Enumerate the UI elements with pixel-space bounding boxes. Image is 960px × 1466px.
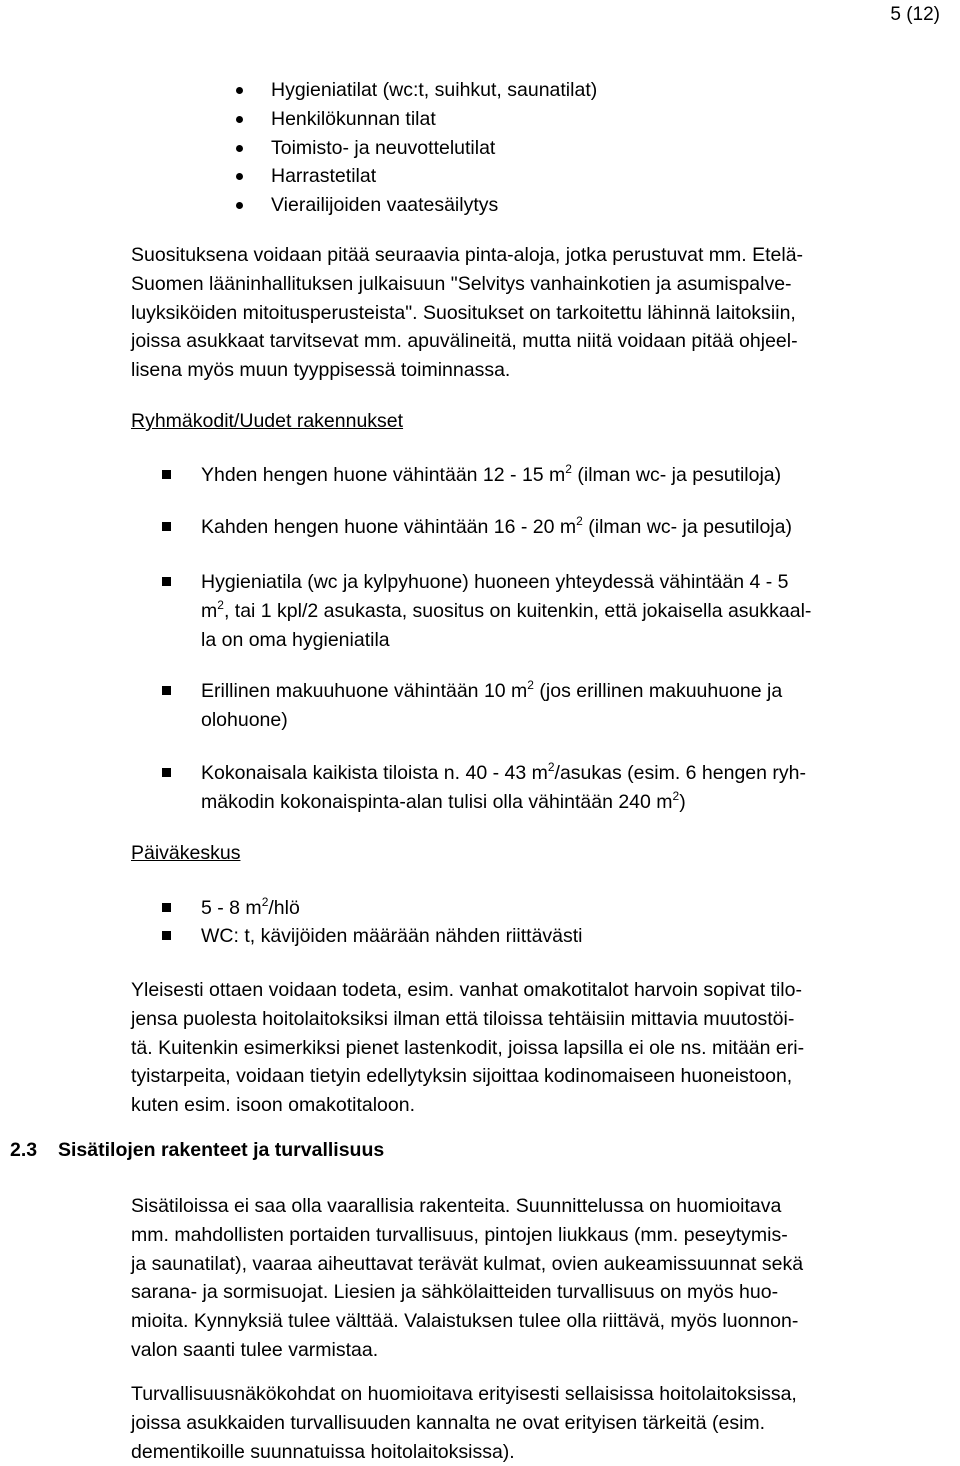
paragraph-line: tyistarpeita, voidaan tietyin edellytyksin sijoittaa kodinomaiseen huoneistoon, — [131, 1065, 793, 1088]
paragraph-line: jensa puolesta hoitolaitoksiksi ilman että tiloissa tehtäisiin mittavia muutostöi- — [131, 1007, 795, 1030]
bullet-dot-icon — [236, 145, 243, 152]
list-item-text: Vierailijoiden vaatesäilytys — [271, 194, 499, 217]
paragraph-line: tä. Kuitenkin esimerkiksi pienet lastenkodit, joissa lapsilla ei ole ns. mitään eri- — [131, 1036, 805, 1059]
paragraph-line: valon saanti tulee varmistaa. — [131, 1338, 379, 1361]
paragraph-line: lisena myös muun tyyppisessä toiminnassa. — [131, 359, 511, 382]
paragraph-line: Sisätiloissa ei saa olla vaarallisia rakenteita. Suunnittelussa on huomioitava — [131, 1195, 782, 1217]
list-item — [230, 191, 597, 220]
list-item — [230, 76, 597, 105]
paragraph-line: joissa asukkaat tarvitsevat mm. apuvälineitä, mutta niitä voidaan pitää ohjeel- — [131, 330, 798, 353]
paragraph-line: joissa asukkaiden turvallisuuden kannalta ne ovat erityisen tärkeitä (esim. — [131, 1411, 766, 1434]
day-center-heading: Päiväkeskus — [131, 842, 241, 864]
bullet-dot-icon — [236, 202, 243, 209]
paragraph-line: mm. mahdollisten portaiden turvallisuus, pintojen liukkaus (mm. peseytymis- — [131, 1223, 788, 1246]
bullet-dot-icon — [236, 173, 243, 180]
section-title — [10, 1136, 384, 1165]
bullet-square-icon — [162, 577, 171, 586]
list-item-text: Henkilökunnan tilat — [271, 107, 436, 130]
bullet-square-icon — [162, 470, 171, 479]
bullet-dot-icon — [236, 87, 243, 94]
safety-paragraph — [131, 1380, 941, 1466]
group-homes-heading: Ryhmäkodit/Uudet rakennukset — [131, 410, 404, 432]
paragraph-line: Suosituksena voidaan pitää seuraavia pinta-aloja, jotka perustuvat mm. Etelä- — [131, 244, 804, 266]
paragraph-line: Suomen lääninhallituksen julkaisuun "Selvitys vanhainkotien ja asumispalve- — [131, 272, 792, 295]
paragraph-line: luyksiköiden mitoitusperusteista". Suositukset on tarkoitettu lähinnä laitoksiin, — [131, 301, 796, 324]
list-item — [230, 162, 597, 191]
facility-list — [230, 76, 597, 220]
list-item-text: Toimisto- ja neuvottelutilat — [271, 136, 496, 159]
paragraph-line: Yleisesti ottaen voidaan todeta, esim. vanhat omakotitalot harvoin sopivat tilo- — [131, 979, 802, 1001]
bullet-square-icon — [162, 522, 171, 531]
paragraph-line: dementikoille suunnatuissa hoitolaitoksissa). — [131, 1440, 515, 1463]
paragraph-line: ja saunatilat), vaaraa aiheuttavat terävät kulmat, ovien aukeamissuunnat sekä — [131, 1252, 804, 1275]
structures-paragraph — [131, 1192, 941, 1365]
paragraph-line: Turvallisuusnäkökohdat on huomioitava erityisesti sellaisissa hoitolaitoksissa, — [131, 1383, 797, 1405]
paragraph-line: kuten esim. isoon omakotitaloon. — [131, 1094, 415, 1117]
section-title-text: Sisätilojen rakenteet ja turvallisuus — [58, 1139, 385, 1161]
list-item — [230, 105, 597, 134]
paragraph-line: sarana- ja sormisuojat. Liesien ja sähkölaitteiden turvallisuus on myös huo- — [131, 1281, 779, 1304]
list-item-text: Hygieniatilat (wc:t, suihkut, saunatilat) — [271, 79, 598, 101]
general-paragraph — [131, 976, 941, 1120]
bullet-square-icon — [162, 931, 171, 940]
bullet-square-icon — [162, 903, 171, 912]
intro-paragraph — [131, 241, 941, 385]
page-number: 5 (12) — [890, 4, 940, 25]
bullet-square-icon — [162, 686, 171, 695]
bullet-dot-icon — [236, 116, 243, 123]
list-item-text: Harrastetilat — [271, 165, 377, 188]
bullet-square-icon — [162, 768, 171, 777]
section-number: 2.3 — [10, 1139, 38, 1161]
list-item — [230, 134, 597, 163]
paragraph-line: mioita. Kynnyksiä tulee välttää. Valaistuksen tulee olla riittävä, myös luonnon- — [131, 1310, 799, 1333]
